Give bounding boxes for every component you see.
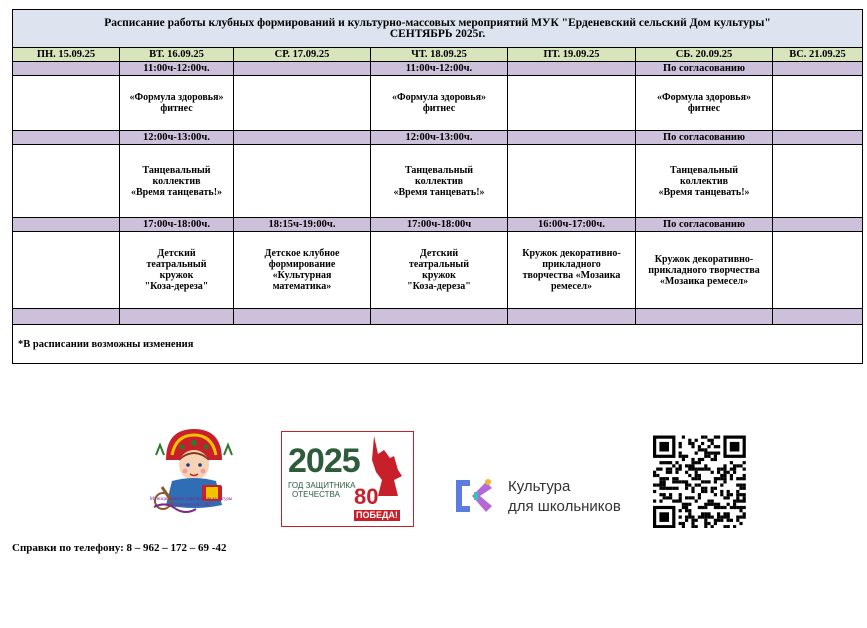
- time-cell: 17:00ч-18:00ч.: [120, 218, 234, 232]
- time-row: [13, 62, 863, 76]
- activity-line: ремесел»: [551, 281, 592, 292]
- activity-line: "Коза-дереза": [407, 281, 471, 292]
- activity-line: Детское клубное: [264, 248, 340, 259]
- time-cell: 11:00ч-12:00ч.: [371, 62, 508, 76]
- activity-line: прикладного творчества: [648, 264, 760, 276]
- activity-cell: [773, 76, 863, 131]
- activity-cell: [773, 232, 863, 309]
- activity-cell: [13, 232, 120, 309]
- year-subtitle-1: ГОД ЗАЩИТНИКА: [288, 481, 356, 490]
- time-cell: [234, 62, 371, 76]
- schedule-table: [12, 9, 863, 364]
- time-cell: [773, 218, 863, 232]
- time-cell: По согласованию: [636, 131, 773, 145]
- activity-line: Танцевальный: [142, 164, 211, 176]
- activity-cell: [371, 76, 508, 131]
- activity-cell: [120, 76, 234, 131]
- sdk-logo: [136, 425, 246, 525]
- activity-cell: [120, 145, 234, 218]
- activity-line: математика»: [272, 281, 332, 292]
- empty-cell: [13, 309, 120, 325]
- day-header: ВС. 21.09.25: [773, 48, 863, 62]
- time-cell: По согласованию: [636, 218, 773, 232]
- time-cell: [508, 131, 636, 145]
- day-header: ПН. 15.09.25: [13, 48, 120, 62]
- activity-line: творчества «Мозаика: [522, 270, 621, 281]
- time-cell: [13, 218, 120, 232]
- sdk-caption-line2: "Ерденевский СДК": [169, 503, 213, 508]
- time-cell: [13, 62, 120, 76]
- activity-line: «Формула здоровья»: [657, 92, 751, 103]
- kultura-subtitle: для школьников: [508, 498, 621, 515]
- day-header: ПТ. 19.09.25: [508, 48, 636, 62]
- activity-cell: [508, 232, 636, 309]
- victory-number: 80: [354, 484, 379, 509]
- schedule-title: [13, 10, 863, 48]
- activity-line: «Время танцевать!»: [130, 186, 223, 198]
- schedule-title-line2: СЕНТЯБРЬ 2025г.: [389, 27, 486, 40]
- schedule-title-line1: Расписание работы клубных формирований и культурно-массовых мероприятий МУК "Ерденевский сельский Дом культуры": [104, 16, 771, 29]
- time-cell: По согласованию: [636, 62, 773, 76]
- matryoshka-icon: [136, 425, 246, 525]
- kultura-logo: [450, 474, 640, 520]
- schedule-note: *В расписании возможны изменения: [13, 325, 863, 364]
- time-cell: [234, 131, 371, 145]
- activity-line: коллектив: [152, 175, 201, 187]
- activity-cell: [508, 76, 636, 131]
- activity-line: «Мозаика ремесел»: [659, 275, 749, 287]
- empty-cell: [120, 309, 234, 325]
- activity-line: Детский: [157, 248, 196, 259]
- time-cell: 16:00ч-17:00ч.: [508, 218, 636, 232]
- activity-cell: [371, 145, 508, 218]
- time-cell: 12:00ч-13:00ч.: [120, 131, 234, 145]
- time-cell: 12:00ч-13:00ч.: [371, 131, 508, 145]
- kultura-title: Культура: [508, 478, 571, 495]
- year-number: 2025: [288, 442, 360, 480]
- activity-line: «Формула здоровья»: [392, 92, 486, 103]
- activity-cell: [508, 145, 636, 218]
- day-header: СР. 17.09.25: [234, 48, 371, 62]
- activity-line: формирование: [268, 259, 336, 270]
- activity-line: кружок: [422, 270, 456, 281]
- empty-cell: [508, 309, 636, 325]
- activity-line: «Время танцевать!»: [658, 186, 750, 198]
- activity-line: «Время танцевать!»: [393, 186, 485, 198]
- activity-line: театральный: [408, 259, 469, 270]
- activity-line: коллектив: [680, 175, 728, 187]
- time-cell: 17:00ч-18:00ч: [371, 218, 508, 232]
- activity-cell: [636, 145, 773, 218]
- activity-line: Детский: [419, 248, 459, 259]
- activity-cell: [234, 232, 371, 309]
- activity-row: [13, 145, 863, 218]
- activity-line: Танцевальный: [669, 164, 739, 176]
- activity-cell: [371, 232, 508, 309]
- activity-line: фитнес: [687, 103, 721, 114]
- year-subtitle-2: ОТЕЧЕСТВА: [292, 490, 340, 499]
- activity-cell: [13, 145, 120, 218]
- time-cell: 18:15ч-19:00ч.: [234, 218, 371, 232]
- activity-line: коллектив: [415, 175, 463, 187]
- empty-cell: [636, 309, 773, 325]
- empty-cell: [773, 309, 863, 325]
- activity-cell: [636, 76, 773, 131]
- activity-cell: [120, 232, 234, 309]
- empty-row: [13, 309, 863, 325]
- activity-row: [13, 76, 863, 131]
- time-cell: 11:00ч-12:00ч.: [120, 62, 234, 76]
- activity-cell: [234, 76, 371, 131]
- activity-line: фитнес: [160, 103, 193, 114]
- time-cell: [508, 62, 636, 76]
- empty-cell: [371, 309, 508, 325]
- victory-word: ПОБЕДА!: [356, 510, 398, 520]
- activity-line: кружок: [159, 270, 194, 281]
- phone-info: Справки по телефону: 8 – 962 – 172 – 69 -42: [12, 542, 227, 554]
- day-header-row: [13, 48, 863, 62]
- day-header: СБ. 20.09.25: [636, 48, 773, 62]
- time-cell: [773, 62, 863, 76]
- day-header: ВТ. 16.09.25: [120, 48, 234, 62]
- time-row: [13, 218, 863, 232]
- activity-line: Кружок декоративно-: [654, 253, 754, 265]
- activity-cell: [636, 232, 773, 309]
- qr-code[interactable]: [652, 435, 747, 528]
- empty-cell: [234, 309, 371, 325]
- time-cell: [773, 131, 863, 145]
- activity-line: фитнес: [422, 103, 456, 114]
- time-cell: [13, 131, 120, 145]
- activity-line: «Культурная: [272, 270, 332, 281]
- year-defender-logo: [281, 431, 414, 527]
- activity-cell: [234, 145, 371, 218]
- activity-cell: [13, 76, 120, 131]
- activity-line: прикладного: [542, 259, 601, 270]
- activity-cell: [773, 145, 863, 218]
- activity-line: "Коза-дереза": [144, 281, 209, 292]
- day-header: ЧТ. 18.09.25: [371, 48, 508, 62]
- activity-line: театральный: [146, 259, 207, 270]
- activity-row: [13, 232, 863, 309]
- activity-line: Танцевальный: [404, 164, 474, 176]
- time-row: [13, 131, 863, 145]
- activity-line: Кружок декоративно-: [522, 248, 621, 259]
- kultura-k-icon: [450, 474, 500, 518]
- sdk-caption-line1: Муниципальное учреждение культуры: [149, 497, 233, 502]
- qr-code-icon: [652, 435, 747, 528]
- activity-line: «Формула здоровья»: [129, 92, 224, 103]
